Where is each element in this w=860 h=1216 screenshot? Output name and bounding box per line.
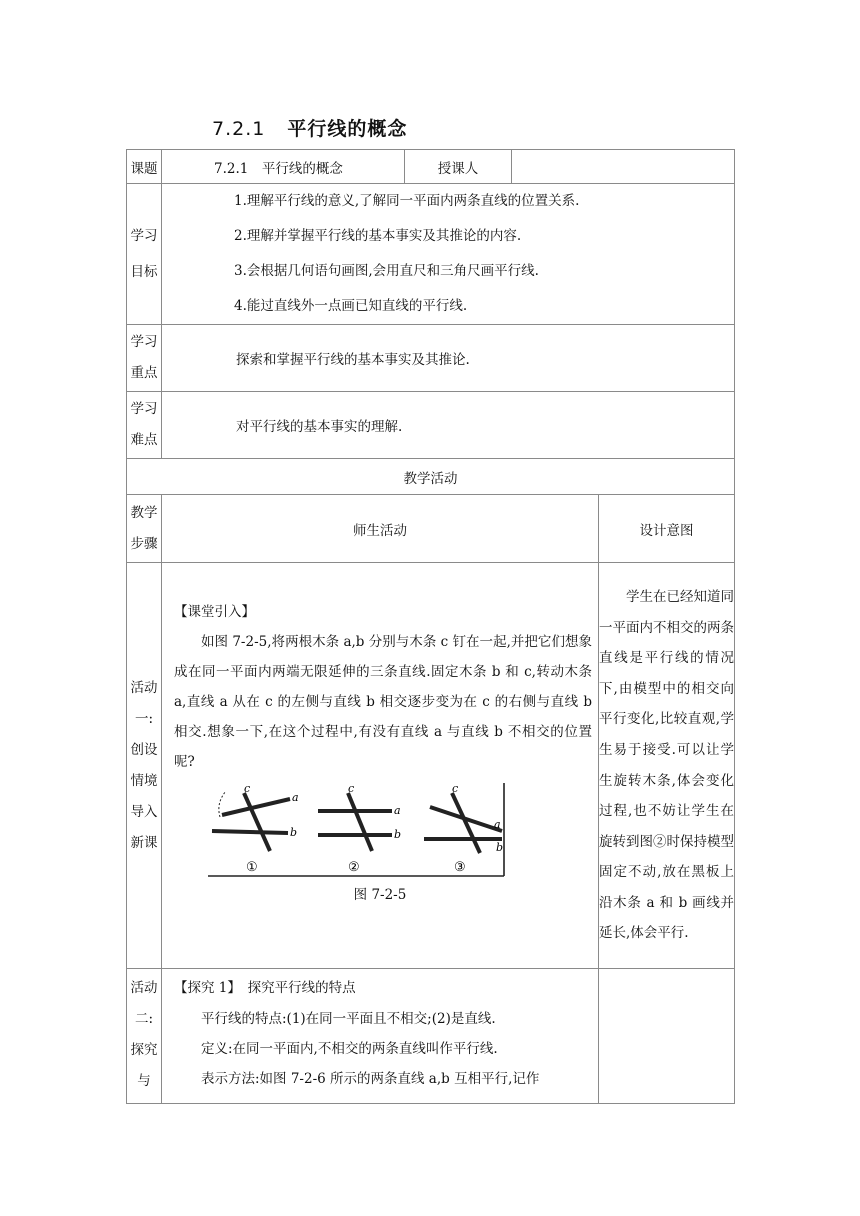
activity2-heading: 【探究 1】 探究平行线的特点	[174, 980, 356, 996]
activity1-paragraph: 如图 7-2-5,将两根木条 a,b 分别与木条 c 钉在一起,并把它们想象成在同一平面内两端无限延伸的三条直线.固定木条 b 和 c,转动木条 a,直线 a 从在 c 的左侧与直线 b 相交逐步变为在 c 的右侧与直线 b 相交.想象一下,在这个过程中,有没有直线 a 与直线 b 不相交的位置呢?	[174, 634, 592, 770]
label-c: c	[244, 783, 251, 795]
teacher-label: 授课人	[405, 150, 512, 184]
page-title	[212, 114, 407, 141]
difficulties-row	[127, 392, 735, 459]
title-text: 平行线的概念	[287, 118, 408, 140]
activity2-line: 表示方法:如图 7-2-6 所示的两条直线 a,b 互相平行,记作	[201, 1071, 540, 1087]
label-b: b	[496, 841, 504, 854]
figure-panel-3	[424, 783, 503, 875]
figure-panel-2	[318, 783, 401, 875]
goals-row	[127, 184, 735, 325]
label-b: b	[290, 826, 298, 839]
activities-header-row	[127, 459, 735, 495]
wooden-strips-figure	[208, 783, 508, 879]
activity2-content	[162, 969, 599, 1104]
steps-header: 教学 步骤	[127, 495, 162, 563]
title-number: 7.2.1	[212, 118, 266, 140]
lesson-plan-table	[126, 149, 735, 1104]
column-header-row	[127, 495, 735, 563]
activity2-intent	[599, 969, 735, 1104]
goal-item: 1.理解平行线的意义,了解同一平面内两条直线的位置关系.	[234, 193, 580, 209]
activity1-label: 活动 一: 创设 情境 导入 新课	[127, 563, 162, 969]
goal-item: 2.理解并掌握平行线的基本事实及其推论的内容.	[234, 228, 522, 244]
goal-item: 4.能过直线外一点画已知直线的平行线.	[234, 298, 468, 314]
panel-mark: ②	[348, 860, 360, 875]
header-row	[127, 150, 735, 184]
label-b: b	[394, 828, 402, 841]
goal-item: 3.会根据几何语句画图,会用直尺和三角尺画平行线.	[234, 263, 539, 279]
activity1-intent: 学生在已经知道同一平面内不相交的两条直线是平行线的情况下,由模型中的相交向平行变化,比较直观,学生易于接受.可以让学生旋转木条,体会变化过程,也不妨让学生在旋转到图②时保持模型固定不动,放在黑板上沿木条 a 和 b 画线并延长,体会平行.	[599, 563, 735, 969]
key-points-label: 学习 重点	[127, 325, 162, 392]
key-points-text: 探索和掌握平行线的基本事实及其推论.	[162, 325, 735, 392]
goals-list	[162, 184, 735, 325]
activity2-row	[127, 969, 735, 1104]
difficulties-text: 对平行线的基本事实的理解.	[162, 392, 735, 459]
key-points-row	[127, 325, 735, 392]
panel-mark: ③	[454, 860, 466, 875]
topic-value: 7.2.1 平行线的概念	[162, 150, 405, 184]
activity1-row	[127, 563, 735, 969]
label-c: c	[452, 783, 459, 795]
goals-label: 学习 目标	[127, 184, 162, 325]
activity-header: 师生活动	[162, 495, 599, 563]
activities-header: 教学活动	[127, 459, 735, 495]
teacher-value	[512, 150, 735, 184]
activity1-heading: 【课堂引入】	[174, 604, 255, 620]
figure-panel-1	[212, 783, 299, 875]
panel-mark: ①	[246, 860, 258, 875]
topic-label: 课题	[127, 150, 162, 184]
activity2-line: 平行线的特点:(1)在同一平面且不相交;(2)是直线.	[201, 1011, 496, 1027]
figure-7-2-5	[162, 777, 598, 879]
activity2-line: 定义:在同一平面内,不相交的两条直线叫作平行线.	[201, 1041, 498, 1057]
difficulties-label: 学习 难点	[127, 392, 162, 459]
label-a: a	[292, 791, 299, 804]
intent-header: 设计意图	[599, 495, 735, 563]
activity2-label: 活动 二: 探究 与	[127, 969, 162, 1104]
label-a: a	[394, 804, 401, 817]
label-c: c	[348, 783, 355, 795]
figure-caption: 图 7-2-5	[353, 887, 407, 903]
label-a: a	[494, 818, 501, 831]
activity1-content	[162, 563, 599, 969]
